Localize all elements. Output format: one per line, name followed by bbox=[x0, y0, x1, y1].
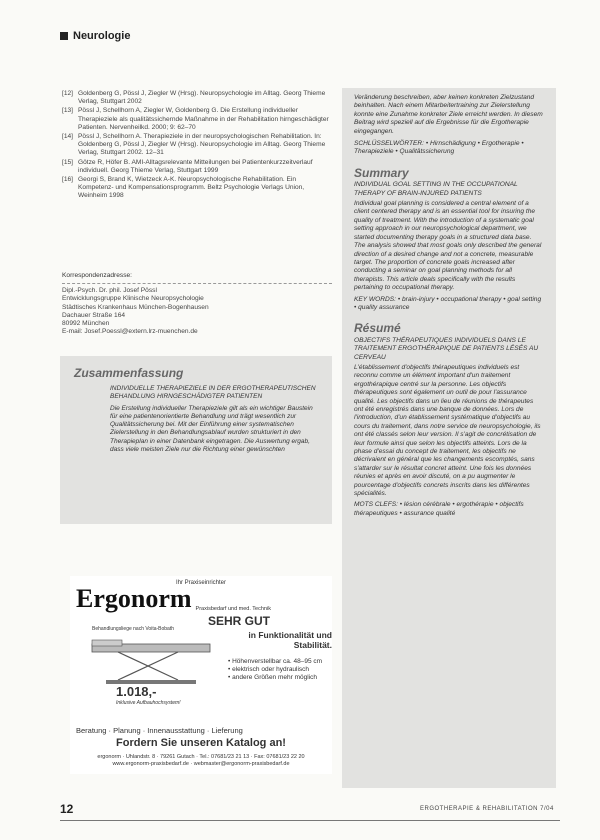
zusammenfassung-box bbox=[60, 356, 332, 524]
ergonorm-advertisement bbox=[70, 576, 332, 774]
correspondence-address bbox=[62, 272, 332, 336]
resume-abstract bbox=[354, 337, 544, 519]
address-line: Dachauer Straße 164 bbox=[62, 311, 126, 319]
page-number: 12 bbox=[60, 802, 74, 816]
section-header bbox=[60, 30, 130, 42]
address-line: Dipl.-Psych. Dr. phil. Josef Pössl bbox=[62, 287, 157, 295]
running-title: ERGOTHERAPIE & REHABILITATION 7/04 bbox=[420, 806, 554, 812]
summary-heading: INDIVIDUAL GOAL SETTING IN THE OCCUPATIONAL THERAPY OF BRAIN-INJURED PATIENTS bbox=[354, 181, 518, 197]
ad-tagline: Ihr Praxiseinrichter bbox=[175, 580, 226, 586]
ad-bed-label: Behandlungsliege nach Voita-Bobath bbox=[92, 626, 175, 632]
reference-item: [14] Pössl J, Schellhorn A. Therapieziele in der neuropsychologischen Rehabilitation. In: Goldenberg G, Pössl J, Ziegler W (Hrsg). Neuropsychologie im Alltag. Georg Thieme Verlag, Stuttgart 2002. 12–31 bbox=[62, 133, 326, 157]
resume-body: L'établissement d'objectifs thérapeutiques individuels est reconnu comme un élément important d'un traitement ergothérapique centré sur la personne. Les objectifs thérapeutiques sont également un outil de pour l'assurance qualité. Les objectifs dans un lieu de réunions de thérapeutes ont été enregistrés dans une banque de données. Lors de l'introduction, d'un établissement systématique d'objectifs au cours du traitement, dans notre service de neuropsychologie, ils ont été classés selon leur version. Il s'agit de concrétisation de leur formule ainsi que selon les objectifs atteints. Lors de la phase d'essai du concept de traitement, les objectifs ne décrivaient en général que les changements escomptés, sans s'attarder sur le résultat concret atteint. Une fois les données réunies et après en avoir discuté, on a pu augmenter le pourcentage d'objectifs concrets inscrits dans les différentes spécialités. bbox=[354, 363, 541, 498]
ad-web-line: www.ergonorm-praxisbedarf.de · webmaster@ergonorm-praxisbedarf.de bbox=[112, 760, 290, 767]
ad-feature: • Höhenverstellbar ca. 48–95 cm bbox=[228, 658, 323, 665]
zusammenfassung-body: Die Erstellung individueller Therapieziele gilt als ein wichtiger Baustein für eine patientenorientierte Behandlung und trägt wesentlich zur Qualitätssicherung bei. Mit der Einführung einer systematischen Zielerstellung in den Behandlungsablauf wurden strukturiert in den Therapieplan in einer Datenbank eingetragen. Die Auswertung ergab, dass viele meisten Ziele nur die Richtung einer gewünschten bbox=[110, 404, 313, 454]
zusammenfassung-content bbox=[110, 385, 318, 454]
reference-item: [15] Götze R, Höfer B. AMI-Alltagsrelevante Mitteilungen bei Patientenkurzzeitverlauf individuell. Georg Thieme Verlag, Stuttgart 1999 bbox=[62, 158, 313, 174]
reference-item: [12] Goldenberg G, Pössl J, Ziegler W (Hrsg). Neuropsychologie im Alltag. Georg Thieme Verlag, Stuttgart 2002 bbox=[62, 90, 326, 106]
footer-rule bbox=[60, 820, 560, 821]
ad-services: Beratung · Planung · Innenausstattung · Lieferung bbox=[76, 726, 243, 735]
reference-item: [16] Georgi S, Brand K, Wietzeck A-K. Neuropsychologische Rehabilitation. Ein Kompetenz- und Kompensationsprogramm. Beltz Psychologie Verlags Union, Weinheim 1998 bbox=[62, 176, 305, 200]
resume-title: Résumé bbox=[354, 321, 401, 336]
summary-abstract bbox=[354, 181, 544, 312]
german-keywords: SCHLÜSSELWÖRTER: • Hirnschädigung • Ergotherapie • Therapieziele • Qualitätssicherung bbox=[354, 140, 524, 156]
correspondence-heading: Korrespondenzadresse: bbox=[62, 272, 332, 284]
ad-brand-subtitle: Praxisbedarf und med. Technik bbox=[195, 606, 271, 612]
zusammenfassung-title: Zusammenfassung bbox=[74, 366, 184, 380]
ad-contact bbox=[76, 754, 326, 767]
address-line: Entwicklungsgruppe Klinische Neuropsychologie bbox=[62, 295, 204, 303]
french-keywords: MOTS CLEFS: • lésion cérébrale • ergothérapie • objectifs thérapeutiques • assurance qualité bbox=[354, 501, 524, 517]
ad-price: 1.018,- bbox=[116, 684, 157, 699]
summary-title: Summary bbox=[354, 165, 409, 180]
section-title: Neurologie bbox=[73, 30, 131, 42]
treatment-bed-icon bbox=[88, 636, 218, 688]
email-line: E-mail: Josef.Poessl@extern.lrz-muenchen.de bbox=[62, 328, 198, 336]
reference-list bbox=[62, 90, 330, 202]
ad-price-note: Inklusive Aufbauhochsystem! bbox=[116, 700, 181, 706]
address-line: Städtisches Krankenhaus München-Bogenhausen bbox=[62, 303, 209, 311]
ad-features bbox=[228, 658, 322, 682]
reference-item: [13] Pössl J, Schellhorn A, Ziegler W, Goldenberg G. Die Erstellung individueller Therapieziele als qualitätssichernde Maßnahme in der Rehabilitation hirngeschädigter Patienten. Nervenheilkd. 2000; 9: 62–70 bbox=[62, 107, 329, 131]
ad-brand-line bbox=[76, 586, 326, 612]
ad-brand-logo: Ergonorm bbox=[76, 584, 192, 613]
summary-body: Individual goal planning is considered a central element of a client centered therapy and is an essential tool for insuring the quality of treatment. With the introduction of a systematic goal setting approach in our neuropsychological department, we started documenting therapy goals in a structured data base. The analysis showed that most goals only described the general direction of a desired change and not a concrete, measurable target. The proportion of concrete goals increased after conducting a seminar on goal planning methods for all therapists. This article deals specifically with the results pertaining to occupational therapy. bbox=[354, 200, 542, 292]
ad-call-to-action: Fordern Sie unseren Katalog an! bbox=[116, 737, 286, 749]
address-line: 80992 München bbox=[62, 320, 110, 328]
ad-feature: • andere Größen mehr möglich bbox=[228, 674, 317, 681]
ad-feature: • elektrisch oder hydraulisch bbox=[228, 666, 310, 673]
english-keywords: KEY WORDS: • brain-injury • occupational therapy • goal setting • quality assurance bbox=[354, 295, 542, 311]
abstract-column bbox=[342, 88, 556, 788]
zusammenfassung-heading: INDIVIDUELLE THERAPIEZIELE IN DER ERGOTHERAPEUTISCHEN BEHANDLUNG HIRNGESCHÄDIGTER PATIENTEN bbox=[110, 385, 316, 401]
ad-rating: SEHR GUT bbox=[208, 614, 271, 628]
ad-functionality: in Funktionalität und Stabilität. bbox=[248, 630, 332, 650]
ad-contact-line: ergonorm · Uhlandstr. 8 · 79261 Gutach · Tel.: 07681/23 21 13 · Fax: 07681/23 22 20 bbox=[97, 754, 305, 760]
square-bullet-icon bbox=[60, 32, 68, 40]
zusammenfassung-continuation: Veränderung beschreiben, aber keinen konkreten Zielzustand beinhalten. Nach einem Mitarbeitertraining zur Zielerstellung konnte eine Zunahme konkreter Ziele erreicht werden. In diesem Beitrag wird speziell auf die Ergebnisse für die Ergotherapie eingegangen. bbox=[354, 94, 543, 135]
resume-heading: OBJECTIFS THÉRAPEUTIQUES INDIVIDUELS DANS LE TRAITEMENT ERGOTHÉRAPIQUE DE PATIENTS LÉSÉS AU CERVEAU bbox=[354, 336, 539, 361]
